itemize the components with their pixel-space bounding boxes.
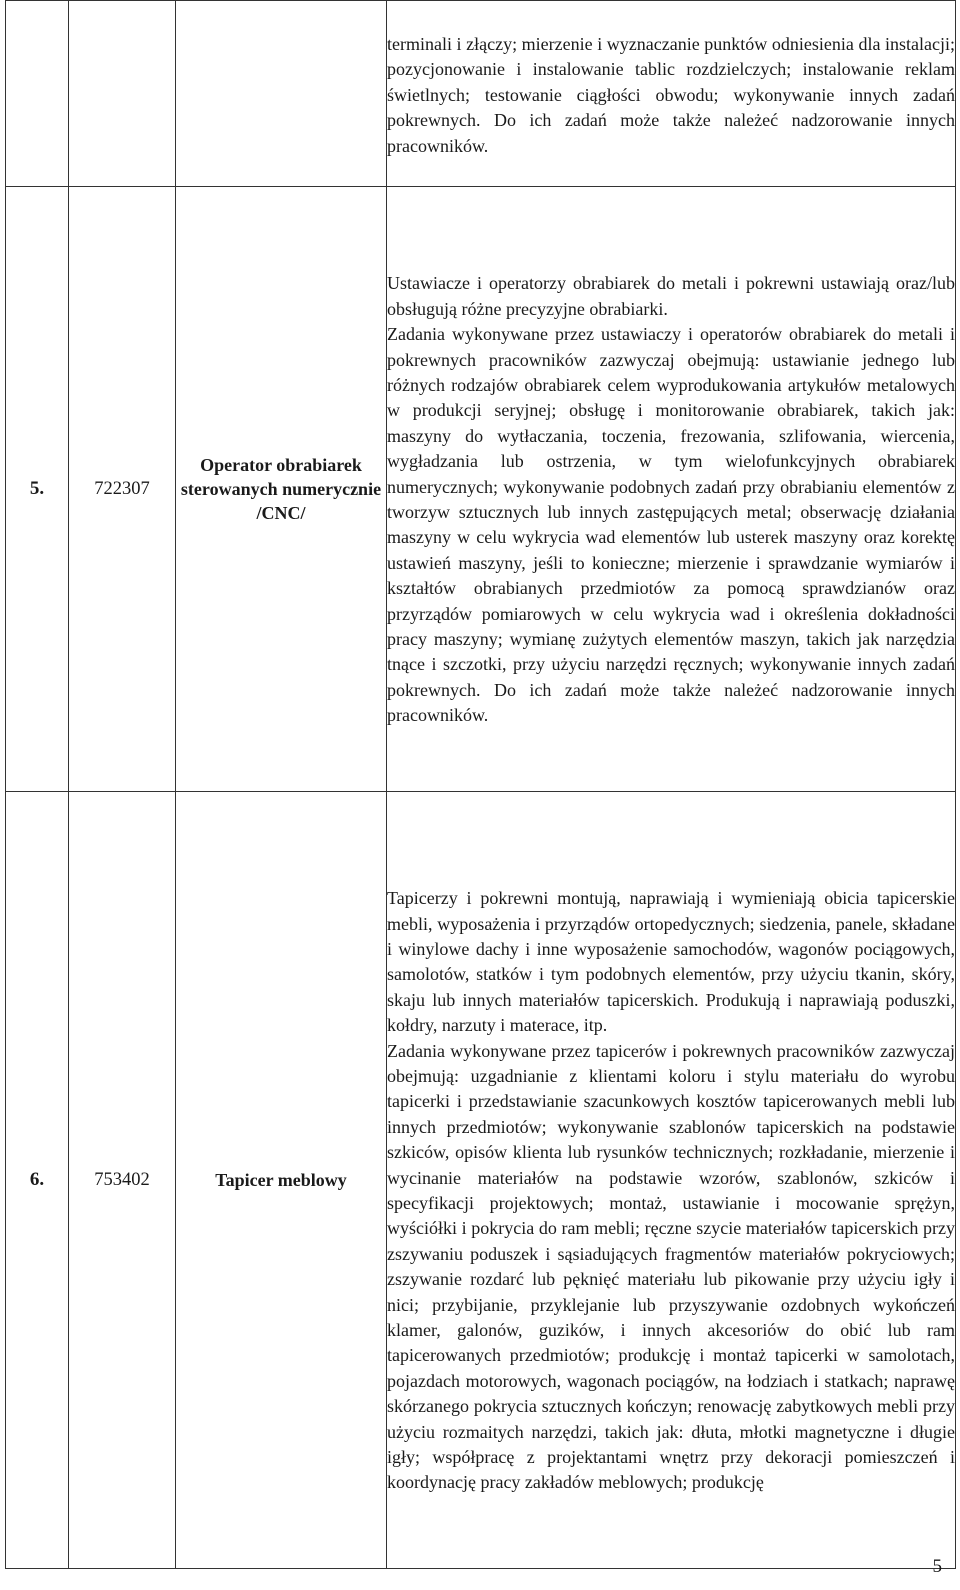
occupation-code: 753402 [69,792,176,1569]
occupation-description [387,187,956,792]
occupation-name-text: Tapicer meblowy [215,1170,347,1190]
table-row [6,792,956,1569]
occupation-code [69,1,176,187]
occupation-name [176,1,387,187]
occupation-name [176,792,387,1569]
occupation-description [387,1,956,187]
description-summary: Ustawiacze i operatorzy obrabiarek do metali i pokrewni ustawiają oraz/lub obsługują różne precyzyjne obrabiarki. [387,273,955,319]
description-tasks: Zadania wykonywane przez ustawiaczy i operatorów obrabiarek do metali i pokrewnych pracowników zazwyczaj obejmują: ustawianie jednego lub różnych rodzajów obrabiarek celem wyprodukowania artykułów metalowych w produkcji seryjnej; obsługę i monitorowanie obrabiarek, takich jak: maszyny do wytłaczania, toczenia, frezowania, szlifowania, wiercenia, wygładzania lub ostrzenia, w tym wielofunkcyjnych obrabiarek numerycznych; wykonywanie podobnych zadań przy obrabianiu elementów z tworzyw sztucznych lub innych zastępujących metal; obserwację działania maszyny w celu wykrycia wad elementów lub usterek maszyny oraz korektę ustawień maszyny, jeśli to konieczne; mierzenie i sprawdzanie wymiarów i kształtów obrabianych przedmiotów za pomocą sprawdzianów oraz przyrządów pomiarowych w celu wykrycia wad i określenia dokładności pracy maszyny; wymianę zużytych elementów maszyn, takich jak narzędzia tnące i szczotki, przy użyciu narzędzi ręcznych; wykonywanie innych zadań pokrewnych. Do ich zadań może także należeć nadzorowanie innych pracowników. [387,324,955,726]
occupation-name [176,187,387,792]
description-summary: Tapicerzy i pokrewni montują, naprawiają i wymieniają obicia tapicerskie mebli, wyposażenia i przyrządów ortopedycznych; siedzenia, panele, składane i winylowe dachy i inne wyposażenie samochodów, wagonów pociągowych, samolotów, statków i tym podobnych elementów, przy użyciu tkanin, skóry, skaju lub innych materiałów tapicerskich. Produkują i naprawiają poduszki, kołdry, narzuty i materace, itp. [387,888,955,1036]
table-row [6,1,956,187]
description-paragraph: terminali i złączy; mierzenie i wyznaczanie punktów odniesienia dla instalacji; pozycjonowanie i instalowanie tablic rozdzielczych; instalowanie reklam świetlnych; testowanie ciągłości obwodu; wykonywanie innych zadań pokrewnych. Do ich zadań może także należeć nadzorowanie innych pracowników. [387,33,955,156]
occupation-name-text: Operator obrabiarek sterowanych numerycznie /CNC/ [180,455,382,523]
row-number [6,1,69,187]
page-number: 5 [932,1556,942,1577]
occupation-code: 722307 [69,187,176,792]
row-number: 5. [6,187,69,792]
description-tasks: Zadania wykonywane przez tapicerów i pokrewnych pracowników zazwyczaj obejmują: uzgadnianie z klientami koloru i stylu materiału do wyrobu tapicerki i przedstawianie szacunkowych kosztów tapicerowanych mebli lub innych przedmiotów; wykonywanie szablonów tapicerskich na podstawie szkiców, opisów klienta lub rysunków technicznych; rozkładanie, mierzenie i wycinanie materiałów na podstawie wzorów, szablonów, szkiców i specyfikacji projektowych; montaż, ustawianie i mocowanie sprężyn, wyściółki i pokrycia do ram mebli; ręczne szycie materiałów tapicerskich przy zszywaniu poduszek i sąsiadujących fragmentów materiałów pokryciowych; zszywanie rozdarć lub pęknięć materiału lub pikowanie przy użyciu igły i nici; przybijanie, przyklejanie lub przyszywanie ozdobnych wykończeń klamer, galonów, guzików, i innych akcesoriów do obić lub ram tapicerowanych przedmiotów; produkcję i montaż tapicerki w samolotach, pojazdach motorowych, wagonach pociągów, na łodziach i statkach; naprawę skórzanego pokrycia sztucznych kończyn; renowację zabytkowych mebli przy użyciu rozmaitych narzędzi, takich jak: dłuta, młotki magnetyczne i długie igły; współpracę z projektantami wnętrz przy dekoracji pomieszczeń i koordynację pracy zakładów meblowych; produkcję [387,1040,955,1493]
table-row [6,187,956,792]
occupations-table [5,0,956,1569]
occupation-description [387,792,956,1569]
row-number: 6. [6,792,69,1569]
